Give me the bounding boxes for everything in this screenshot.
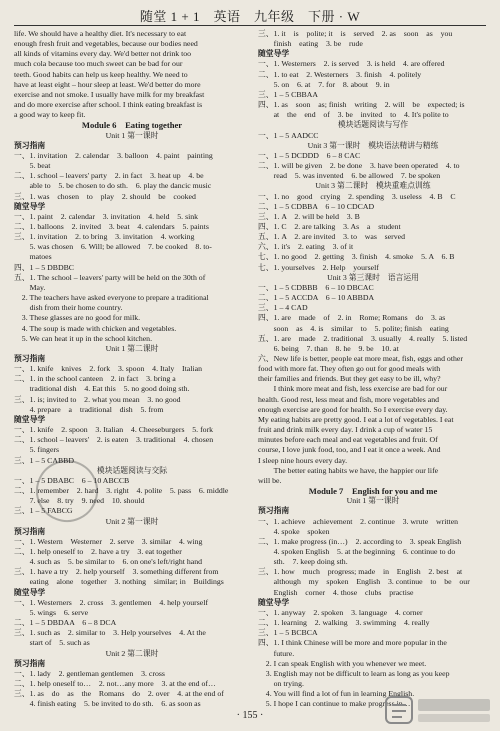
answer-line: 二、1. school – leavers' 2. is eaten 3. traditional 4. chosen (14, 435, 214, 445)
answer-line: 三、1. as do as the Romans do 2. over 4. at the end of (14, 689, 224, 699)
answer-line: 二、1 – 5 DBDAA 6 – 8 DCA (14, 618, 117, 628)
unit-heading: Unit 3 第三课时 语言运用 (327, 272, 419, 282)
answer-line: 一、1. Westerners 2. cross 3. gentlemen 4. help yourself (14, 597, 209, 607)
answer-line: finish eating 3. be rude (258, 39, 363, 49)
answer-line: will be. (258, 475, 282, 485)
answer-line: their families and friends. But they get easy to be ill, why? (258, 374, 441, 384)
module-title: Module 6 Eating together (81, 120, 183, 131)
answer-line: 四、1. are made of 2. in Rome; Romans do 3. as (258, 313, 446, 323)
answer-line: 二、1. school – leavers' party 2. in fact 3. heat up 4. be (14, 171, 204, 181)
answer-line: 四、1. C 2. are talking 3. As a student (258, 221, 401, 231)
answer-line: The better eating habits we have, the happier our life (258, 465, 439, 475)
answer-line: 三、1. A 2. will be held 3. B (258, 211, 360, 221)
answer-line: 二、1. remember 2. hard 3. right 4. polite 5. pass 6. middle (14, 486, 229, 496)
answer-line: 三、1 – 5 BCBCA (258, 628, 318, 638)
answer-line: 四、1. as soon as; finish writing 2. will be expected; is (258, 100, 465, 110)
unit-heading: Unit 3 第一课时 模块语法精讲与精练 (307, 140, 439, 150)
answer-line: sth. 7. keep doing sth. (258, 557, 348, 567)
answer-line: 6. being 7. than 8. he 9. be 10. at (258, 343, 399, 353)
unit-heading: Unit 3 第二课时 模块重难点训练 (315, 181, 431, 191)
unit-heading: Unit 1 第一课时 (105, 130, 159, 140)
answer-line: health. Good rest, less meat and fish, more vegetables and (258, 394, 440, 404)
answer-line: although my spoken English 3. continue to be our (258, 577, 470, 587)
answer-line: all kinds of vitamins every day. We'd better not drink too (14, 49, 192, 59)
answer-line: on trying. (258, 679, 304, 688)
section-label: 预习指南 (14, 526, 46, 536)
answer-line: 5. We can heat it up in the school kitchen. (14, 333, 153, 343)
answer-line: life. We should have a healthy diet. It's necessary to eat (14, 29, 187, 38)
answer-line: 二、1. help oneself to… 2. not…any more 3. at the end of… (14, 679, 216, 688)
page-number: · 155 · (236, 710, 264, 721)
answer-line: 4. spoke spoken (258, 526, 330, 536)
answer-line: I think more meat and fish, less exercise are bad for our (258, 384, 448, 394)
answer-line: 5. I hope I can continue to make progress in… (258, 699, 411, 709)
answer-line: 4. spoken English 5. at the beginning 6. continue to do (258, 546, 456, 556)
unit-heading: Unit 1 第一课时 (346, 496, 400, 506)
answer-line: 一、1. anyway 2. spoken 3. language 4. corner (258, 607, 423, 617)
answer-line: I sleep nine hours every day. (258, 455, 348, 465)
answer-line: 4. The soup is made with chicken and vegetables. (14, 323, 177, 333)
answer-line: 2. The teachers have asked everyone to prepare a traditional (14, 293, 209, 303)
answer-line: 一、1. Westerners 2. is served 3. is held 4. are offered (258, 59, 445, 69)
answer-line: 七、1. no good 2. getting 3. finish 4. smoke 5. A 6. B (258, 252, 455, 262)
answer-line: 五、1. The school – leavers' party will be held on the 30th of (14, 272, 206, 282)
answer-line: 3. These glasses are no good for milk. (14, 313, 141, 323)
left-column (14, 29, 250, 709)
answer-line: 五、1. are made 2. traditional 3. usually 4. really 5. listed (258, 333, 468, 343)
answer-line: English corner 4. those clubs practise (258, 587, 414, 597)
answer-line: 一、1. achieve achievement 2. continue 3. wrute written (258, 516, 459, 526)
section-label: 预习指南 (14, 140, 46, 150)
answer-line: 三、1. invitation 2. to bring 3. invitation 4. working (14, 232, 195, 242)
answer-line: a good way to keep fit. (14, 110, 86, 120)
answer-line: 一、1. paint 2. calendar 3. invitation 4. held 5. sink (14, 211, 199, 221)
answer-line: start of 5. such as (14, 638, 90, 648)
answer-line: 二、1. learning 2. walking 3. swimming 4. really (258, 618, 430, 628)
answer-line: enough exercise are good for health. So I exercise every day. (258, 404, 448, 414)
unit-heading: 模块话题阅读与写作 (337, 120, 409, 130)
answer-line: enough fresh fruit and vegetables, because our bodies need (14, 39, 198, 49)
answer-line: 三、1. it is polite; it is served 2. as soon as you (258, 29, 453, 38)
section-label: 预习指南 (14, 354, 46, 363)
answer-line: 一、1. lady 2. gentleman gentlemen 3. cross (14, 668, 165, 678)
answer-line: teeth. Good habits can help us keep healthy. We need to (14, 69, 188, 79)
answer-line: 4. such as 5. be similar to 6. on one's left/right hand (14, 557, 203, 567)
answer-line: 七、1. yourselves 2. Help yourself (258, 262, 379, 272)
module-title: Module 7 English for you and me (308, 486, 438, 497)
answer-line: soon as 4. is similar to 5. polite; finish eating (258, 323, 449, 333)
answer-line: 六、New life is better, people eat more meat, fish, eggs and other (258, 354, 463, 363)
answer-line: 4. prepare a traditional dish 5. from (14, 404, 164, 414)
answer-line: at the end of 3. be invited to 4. It's polite to (258, 110, 449, 120)
answer-line: 二、1 – 5 CDBBA 6 – 10 CDCAD (258, 201, 375, 211)
answer-line: 三、1. how much progress; made in English 2. best at (258, 567, 463, 577)
answer-line: 4. finish eating 5. be invited to do sth. 6. as soon as (14, 699, 201, 709)
answer-line: course, I love junk food, too, and I eat it once a week. And (258, 445, 441, 455)
answer-line: fruit and drink milk every day. I drink a cup of water 15 (258, 425, 433, 435)
answer-line: 四、1. I think Chinese will be more and more popular in the (258, 638, 447, 648)
answer-line: 二、1 – 5 ACCDA 6 – 10 ABBDA (258, 293, 375, 303)
unit-heading: Unit 2 第二课时 (105, 648, 159, 658)
answer-line: 一、1. invitation 2. calendar 3. balloon 4. paint painting (14, 150, 213, 160)
section-label: 随堂导学 (14, 201, 46, 211)
section-label: 随堂导学 (14, 414, 46, 424)
answer-line: 五、1. A 2. are invited 3. to was served (258, 232, 406, 242)
answer-line: 4. You will find a lot of fun in learning English. (258, 689, 415, 699)
answer-line: have at least eight – hour sleep at least. We'd better do more (14, 79, 201, 89)
answer-line: 5. wings 6. serve (14, 607, 89, 617)
answer-line: able to 5. be chosen to do sth. 6. play the dancic music (14, 181, 212, 191)
answer-line: 一、1 – 5 DBABC 6 – 10 ABCCB (14, 475, 130, 485)
answer-line: 一、1. Western Westerner 2. serve 3. similar 4. wing (14, 536, 203, 546)
answer-line: much cola because too much sweet can be bad for our (14, 59, 183, 69)
answer-line: matoes (14, 252, 52, 262)
answer-line: 三、1. such as 2. similar to 3. Help yourselves 4. At the (14, 628, 206, 638)
section-label: 预习指南 (258, 506, 290, 516)
answer-line: 三、1 – 4 CAD (258, 303, 308, 313)
answer-line: eating alone together 3. nothing similar; in Buildings (14, 577, 224, 587)
answer-line: traditional dish 4. Eat this 5. no good doing sth. (14, 384, 190, 394)
answer-line: 5. beat (14, 161, 51, 171)
answer-line: 一、1 – 5 DCDDD 6 – 8 CAC (258, 150, 361, 160)
answer-line: 一、1. no good crying 2. spending 3. useless 4. B C (258, 191, 456, 201)
answer-line: 2. I can speak English with you whenever we meet. (258, 658, 427, 668)
answer-line: exercise and not smoke. I usually have milk for my breakfast (14, 89, 205, 99)
answer-line: 二、1. to eat 2. Westerners 3. finish 4. politely (258, 69, 422, 79)
header-divider (14, 25, 486, 26)
answer-line: 二、1. make progress (in…) 2. according to 3. speak English (258, 536, 462, 546)
section-label: 随堂导学 (258, 597, 290, 607)
answer-line: 一、1 – 5 CDBBB 6 – 10 DBCAC (258, 282, 374, 292)
answer-line: 三、1 – 5 CBBAA (258, 89, 318, 99)
answer-line: 二、1. will be given 2. be done 3. have been operated 4. to (258, 161, 460, 171)
answer-line: 一、1. knife 2. spoon 3. Italian 4. Cheeseburgers 5. fork (14, 425, 214, 435)
answer-line: 六、1. it's 2. eating 3. of it (258, 242, 354, 252)
section-label: 随堂导学 (258, 49, 290, 59)
answer-line: 5. fingers (14, 445, 60, 455)
answer-line: minutes before each meal and eat vegetables and fruit. Of (258, 435, 438, 445)
answer-line: future. (258, 648, 295, 658)
unit-heading: Unit 1 第二课时 (105, 343, 159, 353)
page-header: 随堂 1 + 1 英语 九年级 下册 · W (139, 9, 361, 24)
answer-line: 5. was chosen 6. Will; be allowed 7. be cooked 8. to- (14, 242, 212, 252)
answer-line: and do more exercise after school. I think eating breakfast is (14, 100, 203, 110)
section-label: 预习指南 (14, 658, 46, 668)
section-label: 随堂导学 (14, 587, 46, 597)
answer-line: 三、1 – 5 FABCG (14, 506, 73, 516)
answer-line: read 5. was invented 6. be allowed 7. be spoken (258, 171, 441, 181)
answer-line: 二、1. balloons 2. invited 3. beat 4. calendars 5. paints (14, 221, 209, 231)
answer-line: 三、1. have a try 2. help yourself 3. something different from (14, 567, 219, 577)
answer-line: 三、1. is; invited to 2. what you mean 3. no good (14, 394, 181, 404)
unit-heading: Unit 2 第一课时 (105, 516, 159, 526)
answer-line: 3. English may not be difficult to learn as long as you keep (258, 668, 450, 678)
answer-line: 5. on 6. at 7. for 8. about 9. in (258, 79, 390, 89)
watermark-logo-icon (384, 693, 494, 727)
answer-line: 二、1. help oneself to 2. have a try 3. eat together (14, 546, 182, 556)
answer-line: dish from their home country. (14, 303, 123, 313)
answer-line: food with more fat. They often go out for good meals with (258, 364, 441, 374)
answer-line: 三、1. was chosen to play 2. should be cooked (14, 191, 196, 201)
answer-line: 二、1. in the school canteen 2. in fact 3. bring a (14, 374, 176, 384)
answer-line: 一、1 – 5 AADCC (258, 130, 319, 140)
right-column (258, 29, 488, 709)
answer-line: May. (14, 282, 46, 292)
answer-line: 一、1. knife knives 2. fork 3. spoon 4. Italy Italian (14, 364, 202, 374)
answer-line: 三、1 – 5 CABBD (14, 455, 74, 465)
answer-line: 7. else 8. try 9. need 10. should (14, 496, 145, 506)
unit-heading: 模块话题阅读与交际 (96, 465, 168, 475)
answer-line: My eating habits are pretty good. I eat a lot of vegetables. I eat (258, 414, 454, 424)
answer-line: 四、1 – 5 DBDBC (14, 262, 74, 272)
